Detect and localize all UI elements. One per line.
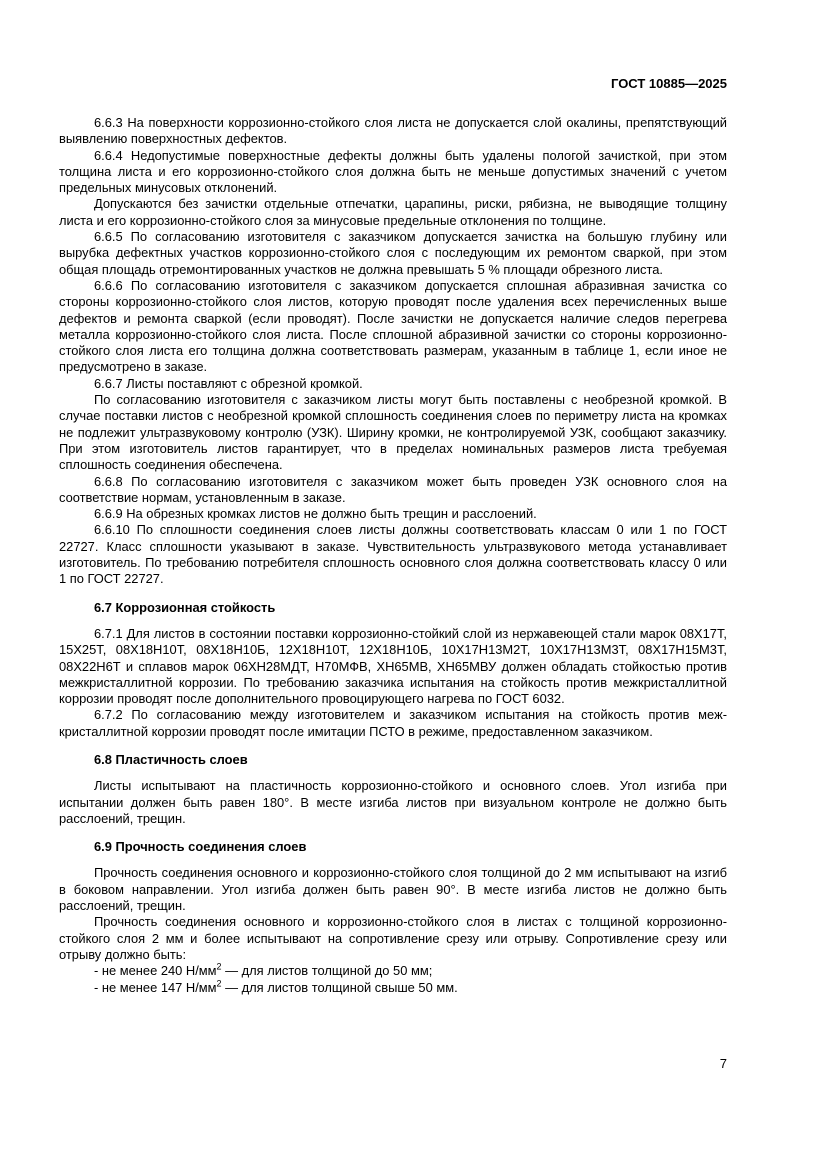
- paragraph-6-9-bend: Прочность соединения основного и коррозионно-стойкого слоя толщиной до 2 мм испытывают на изгиб в боковом направлении. Угол изгиба должен быть равен 90°. В месте изгиба листов не должно быть расслоений, трещин.: [59, 865, 727, 914]
- paragraph-6-6-5: 6.6.5 По согласованию изготовителя с заказчиком допускается зачистка на большую глубину или вырубка дефектных участков коррозионно-стойкого слоя с последующим их ремонтом сваркой, при этом общая площадь отремонтированных участков не должна превышать 5 % площади обрезного листа.: [59, 229, 727, 277]
- paragraph-6-6-4-allowance: Допускаются без зачистки отдельные отпечатки, царапины, риски, рябизна, не выводящие толщину листа и его коррозионно-стойкого слоя за минусовые предельные отклонения по толщине.: [59, 196, 727, 228]
- list-item-147: [59, 980, 727, 996]
- list-item-147-text: - не менее 147 Н/мм: [94, 979, 217, 995]
- section-heading-6-9: 6.9 Прочность соединения слоев: [94, 839, 307, 855]
- section-heading-6-8: 6.8 Пластичность слоев: [94, 751, 248, 767]
- document-id-header: ГОСТ 10885—2025: [611, 76, 727, 91]
- paragraph-6-9-shear: Прочность соединения основного и коррозионно-стойкого слоя в листах с толщиной коррозионно-стойкого слоя 2 мм и более испытывают на сопротивление срезу или отрыву. Сопротивление срезу или отрыву должно быть:: [59, 914, 727, 962]
- paragraph-6-6-8: 6.6.8 По согласованию изготовителя с заказчиком может быть проведен УЗК основного слоя на соответствие нормам, установленным в заказе.: [59, 473, 727, 505]
- list-item-240-superscript: 2: [216, 961, 222, 972]
- paragraph-6-7-1: 6.7.1 Для листов в состоянии поставки коррозионно-стойкий слой из нержавеющей стали марок 08Х17Т, 15Х25Т, 08Х18Н10Т, 08Х18Н10Б, 12Х18Н10Т, 12Х18Н10Б, 10Х17Н13М2Т, 10Х17Н13М3Т, 08Х17Н15М3Т, 08Х22Н6Т и сплавов марок 06ХН28МДТ, Н70МФВ, ХН65МВ, ХН65МВУ должен обладать стойкостью против межкристаллитной коррозии. По требованию заказчика испытания на стойкость против межкристаллитной коррозии проводят после дополнительного провоцирующего нагрева по ГОСТ 6032.: [59, 625, 727, 707]
- paragraph-6-6-6: 6.6.6 По согласованию изготовителя с заказчиком допускается сплошная абразивная зачистка со стороны коррозионно-стойкого слоя листов, которую проводят после удаления всех перечисленных выше дефектов и ремонта сваркой (если проводят). После зачистки не допускается наличие следов перегрева металла коррозионно-стойкого слоя листа. После сплошной абразивной зачистки со стороны коррозионно-стойкого слоя листа его толщина должна соответствовать размерам, указанным в таблице 1, если иное не предусмотрено в заказе.: [59, 277, 727, 375]
- paragraph-6-6-7-untrimmed: По согласованию изготовителя с заказчиком листы могут быть поставлены с необрезной кромкой. В случае поставки листов с необрезной кромкой сплошность соединения слоев по периметру листа на кромках не подлежит ультразвуковому контролю (УЗК). Ширину кромки, не контролируемой УЗК, сообщают заказчику. При этом изготовитель листов гарантирует, что в пределах номинальных размеров листа требуемая сплошность соединения обеспечена.: [59, 392, 727, 473]
- section-heading-6-7: 6.7 Коррозионная стойкость: [94, 599, 276, 615]
- document-body: [59, 115, 727, 996]
- list-item-240: [59, 963, 727, 979]
- list-item-240-tail: — для листов толщиной до 50 мм;: [221, 963, 433, 979]
- list-item-147-tail: — для листов толщиной свыше 50 мм.: [221, 979, 458, 995]
- list-item-147-superscript: 2: [216, 978, 222, 989]
- paragraph-6-7-2: 6.7.2 По согласованию между изготовителем и заказчиком испытания на стойкость против межкристаллитной коррозии проводят после имитации ПСТО в режиме, предоставленном заказчиком.: [59, 707, 727, 739]
- paragraph-6-8: Листы испытывают на пластичность коррозионно-стойкого и основного слоев. Угол изгиба при испытании должен быть равен 180°. В месте изгиба листов при визуальном контроле не должно быть расслоений, трещин.: [59, 778, 727, 826]
- paragraph-6-6-4: 6.6.4 Недопустимые поверхностные дефекты должны быть удалены пологой зачисткой, при этом толщина листа и его коррозионно-стойкого слоя должна быть не меньше допустимых значений с учетом предельных минусовых отклонений.: [59, 147, 727, 196]
- paragraph-6-6-3: 6.6.3 На поверхности коррозионно-стойкого слоя листа не допускается слой окалины, препятствующий выявлению поверхностных дефектов.: [59, 115, 727, 147]
- paragraph-6-6-7: 6.6.7 Листы поставляют с обрезной кромкой.: [94, 375, 363, 391]
- paragraph-6-6-9: 6.6.9 На обрезных кромках листов не должно быть трещин и расслоений.: [94, 506, 537, 522]
- list-item-240-text: - не менее 240 Н/мм: [94, 963, 217, 979]
- paragraph-6-6-10: 6.6.10 По сплошности соединения слоев листы должны соответствовать классам 0 или 1 по ГОСТ 22727. Класс сплошности указывают в заказе. Чувствительность ультразвукового метода устанавливает изготовитель. По требованию потребителя сплошность основного слоя должна соответствовать классу 0 или 1 по ГОСТ 22727.: [59, 522, 727, 587]
- page-number: 7: [719, 1056, 727, 1071]
